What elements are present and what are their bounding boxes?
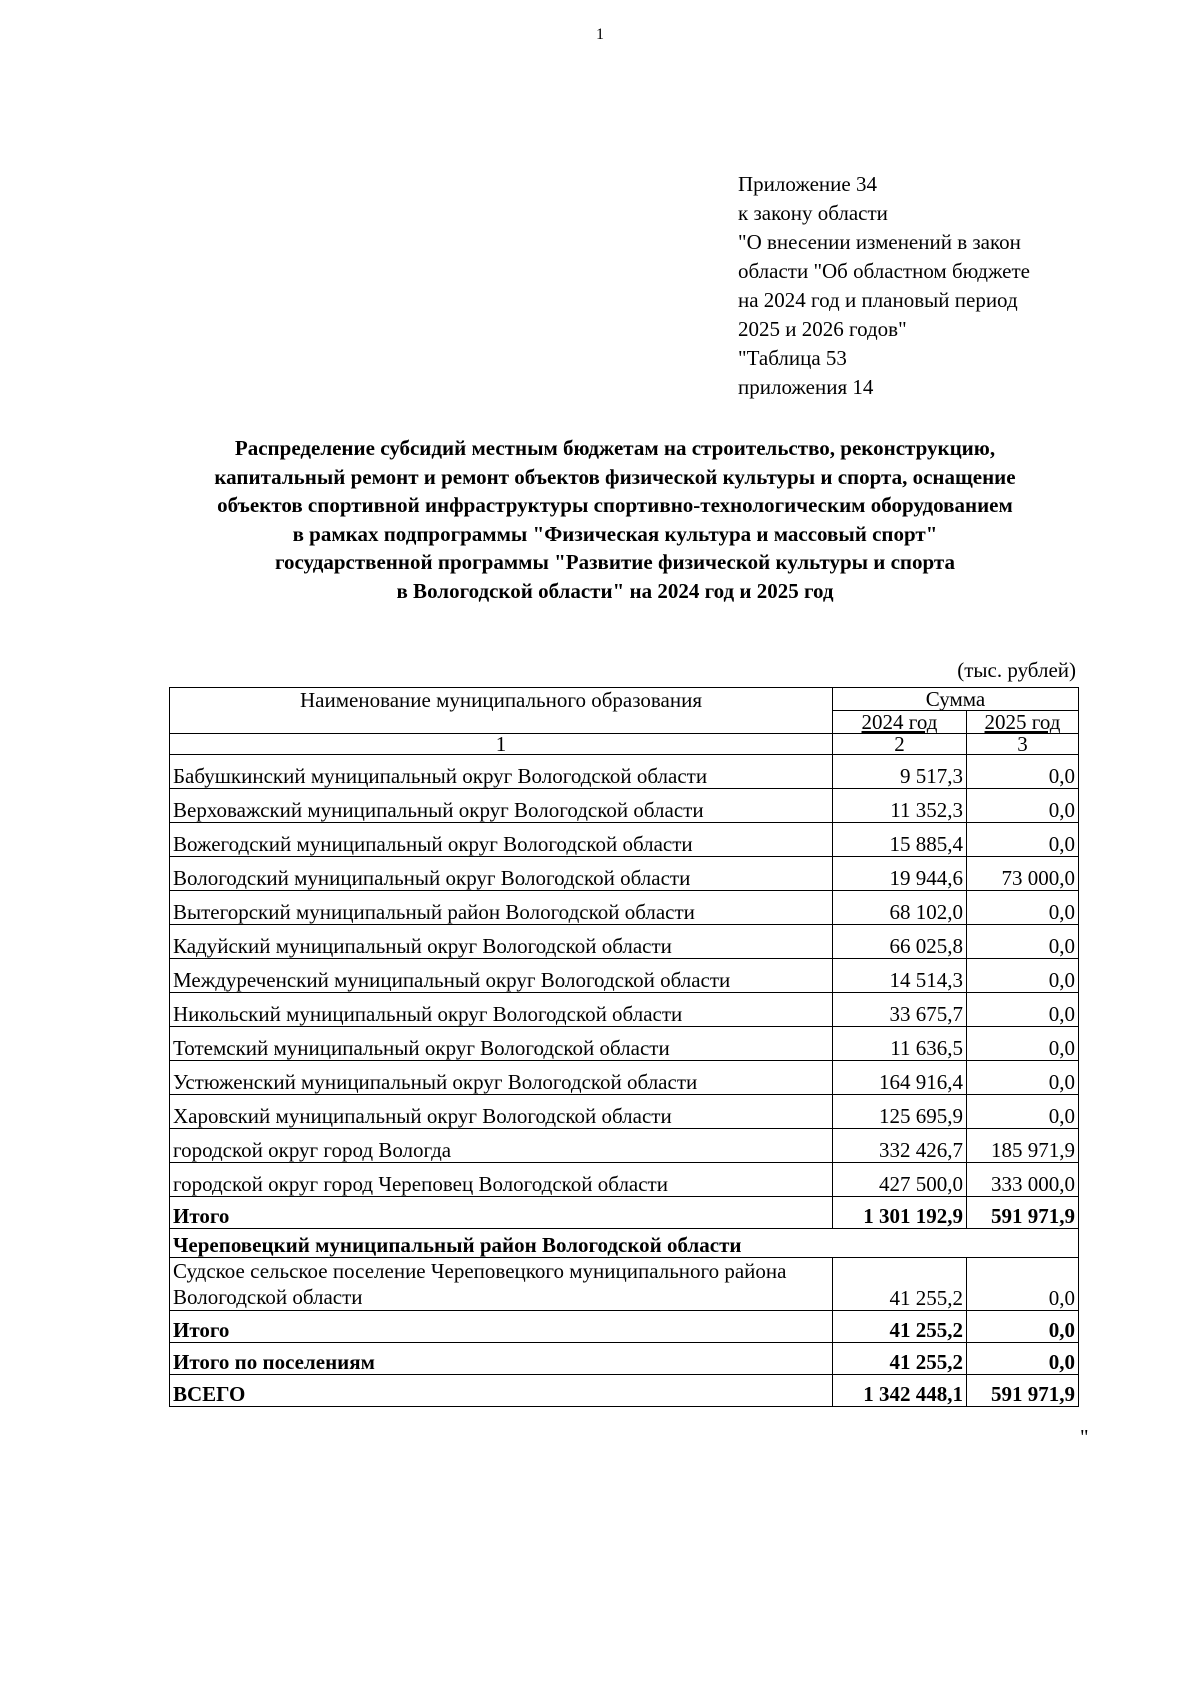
title-line: в рамках подпрограммы "Физическая культура и массовый спорт" bbox=[292, 521, 938, 546]
column-number: 1 bbox=[170, 734, 833, 755]
header-year-2025: 2025 год bbox=[967, 711, 1079, 734]
title-line: Распределение субсидий местным бюджетам на строительство, реконструкцию, bbox=[234, 436, 996, 460]
row-name: Бабушкинский муниципальный округ Вологодской области bbox=[170, 755, 833, 789]
district-header-row bbox=[170, 1229, 1079, 1258]
table-row bbox=[170, 823, 1079, 857]
header-year-2024: 2024 год bbox=[833, 711, 967, 734]
table-row bbox=[170, 789, 1079, 823]
column-number: 2 bbox=[833, 734, 967, 755]
title-line: в Вологодской области" на 2024 год и 2025 год bbox=[396, 578, 834, 603]
row-value-2025: 0,0 bbox=[967, 789, 1079, 823]
units-label: (тыс. рублей) bbox=[957, 658, 1076, 682]
row-value-2025: 185 971,9 bbox=[967, 1129, 1079, 1163]
table-row bbox=[170, 959, 1079, 993]
subtotal-label: Итого bbox=[170, 1197, 833, 1229]
appendix-line: приложения 14 bbox=[738, 375, 874, 399]
row-value-2024: 332 426,7 bbox=[833, 1129, 967, 1163]
appendix-reference bbox=[738, 170, 1030, 402]
grand-total-value-2025: 591 971,9 bbox=[967, 1375, 1079, 1407]
table-row bbox=[170, 857, 1079, 891]
grand-total-value-2024: 1 342 448,1 bbox=[833, 1375, 967, 1407]
table-row bbox=[170, 925, 1079, 959]
appendix-line: к закону области bbox=[738, 201, 888, 225]
grand-total-label: ВСЕГО bbox=[170, 1375, 833, 1407]
row-value-2025: 0,0 bbox=[967, 1027, 1079, 1061]
appendix-line: области "Об областном бюджете bbox=[738, 259, 1031, 283]
table-row bbox=[170, 993, 1079, 1027]
row-name: Тотемский муниципальный округ Вологодской области bbox=[170, 1027, 833, 1061]
row-value-2024: 41 255,2 bbox=[833, 1258, 967, 1311]
row-name: Устюженский муниципальный округ Вологодской области bbox=[170, 1061, 833, 1095]
table-row bbox=[170, 1258, 1079, 1311]
table-row bbox=[170, 1095, 1079, 1129]
row-value-2024: 11 636,5 bbox=[833, 1027, 967, 1061]
row-name: Вологодский муниципальный округ Вологодской области bbox=[170, 857, 833, 891]
row-name: Верховажский муниципальный округ Вологодской области bbox=[170, 789, 833, 823]
row-value-2024: 14 514,3 bbox=[833, 959, 967, 993]
row-name: Харовский муниципальный округ Вологодской области bbox=[170, 1095, 833, 1129]
row-name: Кадуйский муниципальный округ Вологодской области bbox=[170, 925, 833, 959]
settlements-total-value-2024: 41 255,2 bbox=[833, 1343, 967, 1375]
row-value-2025: 0,0 bbox=[967, 1095, 1079, 1129]
subtotal-value-2024: 1 301 192,9 bbox=[833, 1197, 967, 1229]
header-sum: Сумма bbox=[833, 688, 1079, 711]
row-name: Вожегодский муниципальный округ Вологодской области bbox=[170, 823, 833, 857]
row-name: Вытегорский муниципальный район Вологодской области bbox=[170, 891, 833, 925]
column-number: 3 bbox=[967, 734, 1079, 755]
table-row bbox=[170, 891, 1079, 925]
row-value-2024: 9 517,3 bbox=[833, 755, 967, 789]
settlements-total-value-2025: 0,0 bbox=[967, 1343, 1079, 1375]
appendix-line: на 2024 год и плановый период bbox=[738, 288, 1018, 312]
settlements-total-label: Итого по поселениям bbox=[170, 1343, 833, 1375]
table-row bbox=[170, 1163, 1079, 1197]
row-name: городской округ город Череповец Вологодской области bbox=[170, 1163, 833, 1197]
row-value-2024: 427 500,0 bbox=[833, 1163, 967, 1197]
document-title bbox=[150, 434, 1080, 605]
row-value-2024: 68 102,0 bbox=[833, 891, 967, 925]
row-name: Судское сельское поселение Череповецкого муниципального района Вологодской области bbox=[170, 1258, 833, 1311]
table-header-row bbox=[170, 688, 1079, 711]
subsidy-table bbox=[169, 687, 1079, 1407]
title-line: государственной программы "Развитие физической культуры и спорта bbox=[274, 550, 956, 574]
subtotal-value-2025: 0,0 bbox=[967, 1311, 1079, 1343]
table-row bbox=[170, 1061, 1079, 1095]
row-value-2024: 33 675,7 bbox=[833, 993, 967, 1027]
table-row bbox=[170, 755, 1079, 789]
appendix-line: "Таблица 53 bbox=[738, 346, 847, 370]
row-value-2024: 164 916,4 bbox=[833, 1061, 967, 1095]
row-value-2025: 0,0 bbox=[967, 925, 1079, 959]
row-name: городской округ город Вологда bbox=[170, 1129, 833, 1163]
row-value-2025: 73 000,0 bbox=[967, 857, 1079, 891]
row-value-2025: 0,0 bbox=[967, 755, 1079, 789]
subtotal-value-2025: 591 971,9 bbox=[967, 1197, 1079, 1229]
row-value-2025: 0,0 bbox=[967, 1258, 1079, 1311]
title-line: капитальный ремонт и ремонт объектов физической культуры и спорта, оснащение bbox=[214, 464, 1016, 489]
row-value-2025: 0,0 bbox=[967, 993, 1079, 1027]
appendix-line: "О внесении изменений в закон bbox=[738, 230, 1021, 254]
row-name: Междуреченский муниципальный округ Вологодской области bbox=[170, 959, 833, 993]
grand-total-row bbox=[170, 1375, 1079, 1407]
district-name: Череповецкий муниципальный район Вологодской области bbox=[170, 1229, 1079, 1258]
row-value-2024: 19 944,6 bbox=[833, 857, 967, 891]
page-number: 1 bbox=[596, 26, 604, 43]
row-value-2024: 11 352,3 bbox=[833, 789, 967, 823]
row-value-2025: 333 000,0 bbox=[967, 1163, 1079, 1197]
row-value-2024: 66 025,8 bbox=[833, 925, 967, 959]
subtotal-row bbox=[170, 1197, 1079, 1229]
row-value-2024: 125 695,9 bbox=[833, 1095, 967, 1129]
subtotal-label: Итого bbox=[170, 1311, 833, 1343]
title-line: объектов спортивной инфраструктуры спортивно-технологическим оборудованием bbox=[217, 493, 1013, 517]
appendix-line: Приложение 34 bbox=[738, 172, 877, 196]
closing-quote: " bbox=[1080, 1425, 1089, 1449]
subtotal-value-2024: 41 255,2 bbox=[833, 1311, 967, 1343]
settlements-total-row bbox=[170, 1343, 1079, 1375]
appendix-line: 2025 и 2026 годов" bbox=[738, 317, 907, 341]
header-name: Наименование муниципального образования bbox=[170, 688, 833, 734]
row-name: Никольский муниципальный округ Вологодской области bbox=[170, 993, 833, 1027]
subtotal-row bbox=[170, 1311, 1079, 1343]
table-column-numbers-row bbox=[170, 734, 1079, 755]
row-value-2025: 0,0 bbox=[967, 959, 1079, 993]
row-value-2024: 15 885,4 bbox=[833, 823, 967, 857]
row-value-2025: 0,0 bbox=[967, 1061, 1079, 1095]
row-value-2025: 0,0 bbox=[967, 823, 1079, 857]
table-row bbox=[170, 1129, 1079, 1163]
row-value-2025: 0,0 bbox=[967, 891, 1079, 925]
table-row bbox=[170, 1027, 1079, 1061]
